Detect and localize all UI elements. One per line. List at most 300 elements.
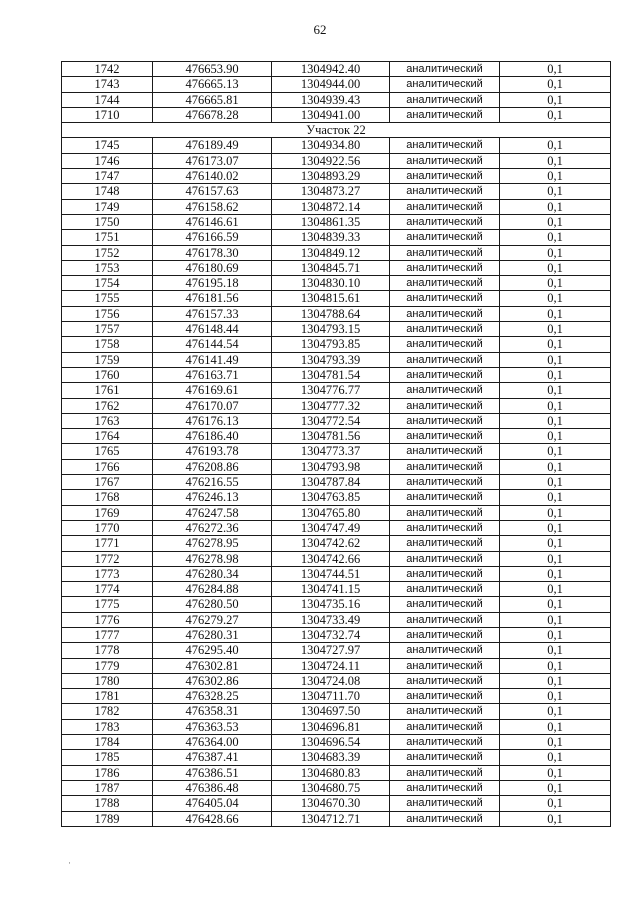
y-coordinate-cell: 1304922.56 bbox=[272, 153, 390, 168]
point-number-cell: 1779 bbox=[62, 658, 153, 673]
x-coordinate-cell: 476665.81 bbox=[153, 92, 272, 107]
table-row bbox=[62, 765, 611, 780]
method-cell: аналитический bbox=[390, 735, 500, 750]
x-coordinate-cell: 476247.58 bbox=[153, 505, 272, 520]
table-row bbox=[62, 291, 611, 306]
x-coordinate-cell: 476358.31 bbox=[153, 704, 272, 719]
accuracy-cell: 0,1 bbox=[500, 107, 611, 122]
table-row bbox=[62, 306, 611, 321]
method-cell: аналитический bbox=[390, 643, 500, 658]
point-number-cell: 1777 bbox=[62, 627, 153, 642]
table-row bbox=[62, 107, 611, 122]
table-row bbox=[62, 398, 611, 413]
y-coordinate-cell: 1304830.10 bbox=[272, 276, 390, 291]
x-coordinate-cell: 476386.51 bbox=[153, 765, 272, 780]
method-cell: аналитический bbox=[390, 612, 500, 627]
coordinates-table bbox=[61, 61, 611, 827]
point-number-cell: 1754 bbox=[62, 276, 153, 291]
point-number-cell: 1759 bbox=[62, 352, 153, 367]
accuracy-cell: 0,1 bbox=[500, 444, 611, 459]
point-number-cell: 1782 bbox=[62, 704, 153, 719]
accuracy-cell: 0,1 bbox=[500, 429, 611, 444]
y-coordinate-cell: 1304939.43 bbox=[272, 92, 390, 107]
y-coordinate-cell: 1304680.83 bbox=[272, 765, 390, 780]
table-row bbox=[62, 444, 611, 459]
point-number-cell: 1770 bbox=[62, 520, 153, 535]
table-row bbox=[62, 505, 611, 520]
point-number-cell: 1742 bbox=[62, 62, 153, 77]
point-number-cell: 1784 bbox=[62, 735, 153, 750]
method-cell: аналитический bbox=[390, 337, 500, 352]
x-coordinate-cell: 476208.86 bbox=[153, 459, 272, 474]
accuracy-cell: 0,1 bbox=[500, 169, 611, 184]
method-cell: аналитический bbox=[390, 597, 500, 612]
x-coordinate-cell: 476295.40 bbox=[153, 643, 272, 658]
method-cell: аналитический bbox=[390, 413, 500, 428]
y-coordinate-cell: 1304696.81 bbox=[272, 719, 390, 734]
x-coordinate-cell: 476272.36 bbox=[153, 520, 272, 535]
x-coordinate-cell: 476428.66 bbox=[153, 811, 272, 826]
table-row bbox=[62, 658, 611, 673]
x-coordinate-cell: 476405.04 bbox=[153, 796, 272, 811]
x-coordinate-cell: 476278.95 bbox=[153, 536, 272, 551]
method-cell: аналитический bbox=[390, 77, 500, 92]
method-cell: аналитический bbox=[390, 352, 500, 367]
point-number-cell: 1773 bbox=[62, 566, 153, 581]
y-coordinate-cell: 1304776.77 bbox=[272, 383, 390, 398]
table-row bbox=[62, 627, 611, 642]
method-cell: аналитический bbox=[390, 475, 500, 490]
x-coordinate-cell: 476278.98 bbox=[153, 551, 272, 566]
table-row bbox=[62, 566, 611, 581]
accuracy-cell: 0,1 bbox=[500, 566, 611, 581]
method-cell: аналитический bbox=[390, 92, 500, 107]
method-cell: аналитический bbox=[390, 719, 500, 734]
y-coordinate-cell: 1304735.16 bbox=[272, 597, 390, 612]
method-cell: аналитический bbox=[390, 811, 500, 826]
y-coordinate-cell: 1304787.84 bbox=[272, 475, 390, 490]
method-cell: аналитический bbox=[390, 796, 500, 811]
x-coordinate-cell: 476181.56 bbox=[153, 291, 272, 306]
table-row bbox=[62, 490, 611, 505]
method-cell: аналитический bbox=[390, 245, 500, 260]
y-coordinate-cell: 1304793.85 bbox=[272, 337, 390, 352]
table-row bbox=[62, 337, 611, 352]
method-cell: аналитический bbox=[390, 780, 500, 795]
point-number-cell: 1786 bbox=[62, 765, 153, 780]
accuracy-cell: 0,1 bbox=[500, 398, 611, 413]
y-coordinate-cell: 1304873.27 bbox=[272, 184, 390, 199]
table-row bbox=[62, 245, 611, 260]
accuracy-cell: 0,1 bbox=[500, 582, 611, 597]
accuracy-cell: 0,1 bbox=[500, 475, 611, 490]
method-cell: аналитический bbox=[390, 765, 500, 780]
x-coordinate-cell: 476280.34 bbox=[153, 566, 272, 581]
point-number-cell: 1753 bbox=[62, 260, 153, 275]
x-coordinate-cell: 476216.55 bbox=[153, 475, 272, 490]
x-coordinate-cell: 476157.63 bbox=[153, 184, 272, 199]
x-coordinate-cell: 476387.41 bbox=[153, 750, 272, 765]
point-number-cell: 1743 bbox=[62, 77, 153, 92]
method-cell: аналитический bbox=[390, 184, 500, 199]
point-number-cell: 1775 bbox=[62, 597, 153, 612]
point-number-cell: 1788 bbox=[62, 796, 153, 811]
method-cell: аналитический bbox=[390, 536, 500, 551]
accuracy-cell: 0,1 bbox=[500, 658, 611, 673]
accuracy-cell: 0,1 bbox=[500, 276, 611, 291]
point-number-cell: 1768 bbox=[62, 490, 153, 505]
x-coordinate-cell: 476144.54 bbox=[153, 337, 272, 352]
y-coordinate-cell: 1304712.71 bbox=[272, 811, 390, 826]
point-number-cell: 1767 bbox=[62, 475, 153, 490]
table-row bbox=[62, 62, 611, 77]
method-cell: аналитический bbox=[390, 367, 500, 382]
accuracy-cell: 0,1 bbox=[500, 291, 611, 306]
y-coordinate-cell: 1304942.40 bbox=[272, 62, 390, 77]
x-coordinate-cell: 476173.07 bbox=[153, 153, 272, 168]
y-coordinate-cell: 1304697.50 bbox=[272, 704, 390, 719]
method-cell: аналитический bbox=[390, 322, 500, 337]
y-coordinate-cell: 1304724.11 bbox=[272, 658, 390, 673]
point-number-cell: 1771 bbox=[62, 536, 153, 551]
y-coordinate-cell: 1304788.64 bbox=[272, 306, 390, 321]
accuracy-cell: 0,1 bbox=[500, 536, 611, 551]
point-number-cell: 1789 bbox=[62, 811, 153, 826]
accuracy-cell: 0,1 bbox=[500, 260, 611, 275]
y-coordinate-cell: 1304793.98 bbox=[272, 459, 390, 474]
table-row bbox=[62, 796, 611, 811]
point-number-cell: 1710 bbox=[62, 107, 153, 122]
point-number-cell: 1763 bbox=[62, 413, 153, 428]
point-number-cell: 1781 bbox=[62, 689, 153, 704]
point-number-cell: 1752 bbox=[62, 245, 153, 260]
point-number-cell: 1757 bbox=[62, 322, 153, 337]
y-coordinate-cell: 1304781.54 bbox=[272, 367, 390, 382]
table-row bbox=[62, 413, 611, 428]
y-coordinate-cell: 1304934.80 bbox=[272, 138, 390, 153]
point-number-cell: 1760 bbox=[62, 367, 153, 382]
table-row bbox=[62, 352, 611, 367]
x-coordinate-cell: 476140.02 bbox=[153, 169, 272, 184]
accuracy-cell: 0,1 bbox=[500, 704, 611, 719]
x-coordinate-cell: 476189.49 bbox=[153, 138, 272, 153]
point-number-cell: 1747 bbox=[62, 169, 153, 184]
table-row bbox=[62, 199, 611, 214]
method-cell: аналитический bbox=[390, 398, 500, 413]
method-cell: аналитический bbox=[390, 658, 500, 673]
table-row bbox=[62, 475, 611, 490]
y-coordinate-cell: 1304893.29 bbox=[272, 169, 390, 184]
method-cell: аналитический bbox=[390, 673, 500, 688]
section-header-row bbox=[62, 123, 611, 138]
x-coordinate-cell: 476169.61 bbox=[153, 383, 272, 398]
x-coordinate-cell: 476180.69 bbox=[153, 260, 272, 275]
accuracy-cell: 0,1 bbox=[500, 138, 611, 153]
page-number: 62 bbox=[313, 22, 327, 37]
y-coordinate-cell: 1304747.49 bbox=[272, 520, 390, 535]
table-row bbox=[62, 322, 611, 337]
accuracy-cell: 0,1 bbox=[500, 413, 611, 428]
point-number-cell: 1755 bbox=[62, 291, 153, 306]
table-row bbox=[62, 673, 611, 688]
x-coordinate-cell: 476653.90 bbox=[153, 62, 272, 77]
method-cell: аналитический bbox=[390, 230, 500, 245]
table-row bbox=[62, 77, 611, 92]
table-row bbox=[62, 582, 611, 597]
x-coordinate-cell: 476678.28 bbox=[153, 107, 272, 122]
table-row bbox=[62, 230, 611, 245]
method-cell: аналитический bbox=[390, 107, 500, 122]
table-row bbox=[62, 780, 611, 795]
point-number-cell: 1756 bbox=[62, 306, 153, 321]
table-row bbox=[62, 520, 611, 535]
accuracy-cell: 0,1 bbox=[500, 490, 611, 505]
method-cell: аналитический bbox=[390, 551, 500, 566]
y-coordinate-cell: 1304680.75 bbox=[272, 780, 390, 795]
point-number-cell: 1750 bbox=[62, 214, 153, 229]
accuracy-cell: 0,1 bbox=[500, 780, 611, 795]
table-row bbox=[62, 689, 611, 704]
accuracy-cell: 0,1 bbox=[500, 337, 611, 352]
accuracy-cell: 0,1 bbox=[500, 214, 611, 229]
accuracy-cell: 0,1 bbox=[500, 367, 611, 382]
point-number-cell: 1780 bbox=[62, 673, 153, 688]
y-coordinate-cell: 1304793.15 bbox=[272, 322, 390, 337]
table-row bbox=[62, 551, 611, 566]
table-row bbox=[62, 184, 611, 199]
point-number-cell: 1744 bbox=[62, 92, 153, 107]
method-cell: аналитический bbox=[390, 138, 500, 153]
accuracy-cell: 0,1 bbox=[500, 352, 611, 367]
y-coordinate-cell: 1304741.15 bbox=[272, 582, 390, 597]
coordinates-table-body bbox=[62, 62, 611, 827]
accuracy-cell: 0,1 bbox=[500, 643, 611, 658]
accuracy-cell: 0,1 bbox=[500, 184, 611, 199]
table-row bbox=[62, 612, 611, 627]
accuracy-cell: 0,1 bbox=[500, 199, 611, 214]
y-coordinate-cell: 1304683.39 bbox=[272, 750, 390, 765]
y-coordinate-cell: 1304670.30 bbox=[272, 796, 390, 811]
x-coordinate-cell: 476665.13 bbox=[153, 77, 272, 92]
x-coordinate-cell: 476246.13 bbox=[153, 490, 272, 505]
accuracy-cell: 0,1 bbox=[500, 322, 611, 337]
accuracy-cell: 0,1 bbox=[500, 62, 611, 77]
table-row bbox=[62, 704, 611, 719]
y-coordinate-cell: 1304839.33 bbox=[272, 230, 390, 245]
method-cell: аналитический bbox=[390, 627, 500, 642]
x-coordinate-cell: 476158.62 bbox=[153, 199, 272, 214]
y-coordinate-cell: 1304772.54 bbox=[272, 413, 390, 428]
method-cell: аналитический bbox=[390, 214, 500, 229]
method-cell: аналитический bbox=[390, 199, 500, 214]
accuracy-cell: 0,1 bbox=[500, 551, 611, 566]
point-number-cell: 1783 bbox=[62, 719, 153, 734]
table-row bbox=[62, 811, 611, 826]
y-coordinate-cell: 1304763.85 bbox=[272, 490, 390, 505]
table-row bbox=[62, 735, 611, 750]
accuracy-cell: 0,1 bbox=[500, 230, 611, 245]
table-row bbox=[62, 367, 611, 382]
y-coordinate-cell: 1304781.56 bbox=[272, 429, 390, 444]
table-row bbox=[62, 429, 611, 444]
table-row bbox=[62, 276, 611, 291]
method-cell: аналитический bbox=[390, 383, 500, 398]
x-coordinate-cell: 476166.59 bbox=[153, 230, 272, 245]
method-cell: аналитический bbox=[390, 260, 500, 275]
y-coordinate-cell: 1304724.08 bbox=[272, 673, 390, 688]
table-row bbox=[62, 92, 611, 107]
point-number-cell: 1776 bbox=[62, 612, 153, 627]
x-coordinate-cell: 476195.18 bbox=[153, 276, 272, 291]
table-row bbox=[62, 536, 611, 551]
method-cell: аналитический bbox=[390, 704, 500, 719]
y-coordinate-cell: 1304732.74 bbox=[272, 627, 390, 642]
point-number-cell: 1751 bbox=[62, 230, 153, 245]
x-coordinate-cell: 476163.71 bbox=[153, 367, 272, 382]
method-cell: аналитический bbox=[390, 566, 500, 581]
x-coordinate-cell: 476193.78 bbox=[153, 444, 272, 459]
scan-mark-decoration: · bbox=[68, 858, 71, 868]
table-row bbox=[62, 459, 611, 474]
point-number-cell: 1785 bbox=[62, 750, 153, 765]
table-row bbox=[62, 138, 611, 153]
y-coordinate-cell: 1304742.62 bbox=[272, 536, 390, 551]
y-coordinate-cell: 1304861.35 bbox=[272, 214, 390, 229]
y-coordinate-cell: 1304941.00 bbox=[272, 107, 390, 122]
y-coordinate-cell: 1304744.51 bbox=[272, 566, 390, 581]
x-coordinate-cell: 476186.40 bbox=[153, 429, 272, 444]
point-number-cell: 1746 bbox=[62, 153, 153, 168]
y-coordinate-cell: 1304872.14 bbox=[272, 199, 390, 214]
point-number-cell: 1762 bbox=[62, 398, 153, 413]
x-coordinate-cell: 476284.88 bbox=[153, 582, 272, 597]
table-row bbox=[62, 169, 611, 184]
accuracy-cell: 0,1 bbox=[500, 92, 611, 107]
point-number-cell: 1774 bbox=[62, 582, 153, 597]
point-number-cell: 1758 bbox=[62, 337, 153, 352]
y-coordinate-cell: 1304849.12 bbox=[272, 245, 390, 260]
point-number-cell: 1765 bbox=[62, 444, 153, 459]
accuracy-cell: 0,1 bbox=[500, 459, 611, 474]
point-number-cell: 1766 bbox=[62, 459, 153, 474]
table-row bbox=[62, 643, 611, 658]
x-coordinate-cell: 476364.00 bbox=[153, 735, 272, 750]
method-cell: аналитический bbox=[390, 490, 500, 505]
method-cell: аналитический bbox=[390, 520, 500, 535]
x-coordinate-cell: 476176.13 bbox=[153, 413, 272, 428]
point-number-cell: 1749 bbox=[62, 199, 153, 214]
method-cell: аналитический bbox=[390, 444, 500, 459]
method-cell: аналитический bbox=[390, 153, 500, 168]
accuracy-cell: 0,1 bbox=[500, 750, 611, 765]
method-cell: аналитический bbox=[390, 582, 500, 597]
x-coordinate-cell: 476363.53 bbox=[153, 719, 272, 734]
point-number-cell: 1761 bbox=[62, 383, 153, 398]
section-title: Участок 22 bbox=[62, 123, 611, 138]
accuracy-cell: 0,1 bbox=[500, 612, 611, 627]
x-coordinate-cell: 476280.50 bbox=[153, 597, 272, 612]
accuracy-cell: 0,1 bbox=[500, 306, 611, 321]
point-number-cell: 1787 bbox=[62, 780, 153, 795]
y-coordinate-cell: 1304696.54 bbox=[272, 735, 390, 750]
method-cell: аналитический bbox=[390, 689, 500, 704]
method-cell: аналитический bbox=[390, 276, 500, 291]
y-coordinate-cell: 1304765.80 bbox=[272, 505, 390, 520]
accuracy-cell: 0,1 bbox=[500, 796, 611, 811]
accuracy-cell: 0,1 bbox=[500, 245, 611, 260]
point-number-cell: 1745 bbox=[62, 138, 153, 153]
x-coordinate-cell: 476279.27 bbox=[153, 612, 272, 627]
accuracy-cell: 0,1 bbox=[500, 505, 611, 520]
accuracy-cell: 0,1 bbox=[500, 673, 611, 688]
x-coordinate-cell: 476302.81 bbox=[153, 658, 272, 673]
x-coordinate-cell: 476148.44 bbox=[153, 322, 272, 337]
x-coordinate-cell: 476146.61 bbox=[153, 214, 272, 229]
table-row bbox=[62, 383, 611, 398]
y-coordinate-cell: 1304815.61 bbox=[272, 291, 390, 306]
y-coordinate-cell: 1304777.32 bbox=[272, 398, 390, 413]
accuracy-cell: 0,1 bbox=[500, 735, 611, 750]
accuracy-cell: 0,1 bbox=[500, 689, 611, 704]
accuracy-cell: 0,1 bbox=[500, 627, 611, 642]
table-row bbox=[62, 750, 611, 765]
point-number-cell: 1769 bbox=[62, 505, 153, 520]
y-coordinate-cell: 1304793.39 bbox=[272, 352, 390, 367]
method-cell: аналитический bbox=[390, 459, 500, 474]
accuracy-cell: 0,1 bbox=[500, 719, 611, 734]
accuracy-cell: 0,1 bbox=[500, 77, 611, 92]
x-coordinate-cell: 476280.31 bbox=[153, 627, 272, 642]
x-coordinate-cell: 476178.30 bbox=[153, 245, 272, 260]
table-row bbox=[62, 719, 611, 734]
method-cell: аналитический bbox=[390, 750, 500, 765]
table-row bbox=[62, 260, 611, 275]
point-number-cell: 1748 bbox=[62, 184, 153, 199]
method-cell: аналитический bbox=[390, 62, 500, 77]
point-number-cell: 1778 bbox=[62, 643, 153, 658]
x-coordinate-cell: 476302.86 bbox=[153, 673, 272, 688]
accuracy-cell: 0,1 bbox=[500, 765, 611, 780]
accuracy-cell: 0,1 bbox=[500, 811, 611, 826]
accuracy-cell: 0,1 bbox=[500, 383, 611, 398]
y-coordinate-cell: 1304733.49 bbox=[272, 612, 390, 627]
method-cell: аналитический bbox=[390, 429, 500, 444]
x-coordinate-cell: 476386.48 bbox=[153, 780, 272, 795]
point-number-cell: 1772 bbox=[62, 551, 153, 566]
accuracy-cell: 0,1 bbox=[500, 520, 611, 535]
point-number-cell: 1764 bbox=[62, 429, 153, 444]
x-coordinate-cell: 476170.07 bbox=[153, 398, 272, 413]
x-coordinate-cell: 476141.49 bbox=[153, 352, 272, 367]
y-coordinate-cell: 1304727.97 bbox=[272, 643, 390, 658]
x-coordinate-cell: 476328.25 bbox=[153, 689, 272, 704]
x-coordinate-cell: 476157.33 bbox=[153, 306, 272, 321]
y-coordinate-cell: 1304944.00 bbox=[272, 77, 390, 92]
accuracy-cell: 0,1 bbox=[500, 597, 611, 612]
y-coordinate-cell: 1304742.66 bbox=[272, 551, 390, 566]
table-row bbox=[62, 214, 611, 229]
table-row bbox=[62, 153, 611, 168]
table-row bbox=[62, 597, 611, 612]
method-cell: аналитический bbox=[390, 505, 500, 520]
y-coordinate-cell: 1304845.71 bbox=[272, 260, 390, 275]
accuracy-cell: 0,1 bbox=[500, 153, 611, 168]
method-cell: аналитический bbox=[390, 306, 500, 321]
method-cell: аналитический bbox=[390, 291, 500, 306]
y-coordinate-cell: 1304773.37 bbox=[272, 444, 390, 459]
y-coordinate-cell: 1304711.70 bbox=[272, 689, 390, 704]
method-cell: аналитический bbox=[390, 169, 500, 184]
